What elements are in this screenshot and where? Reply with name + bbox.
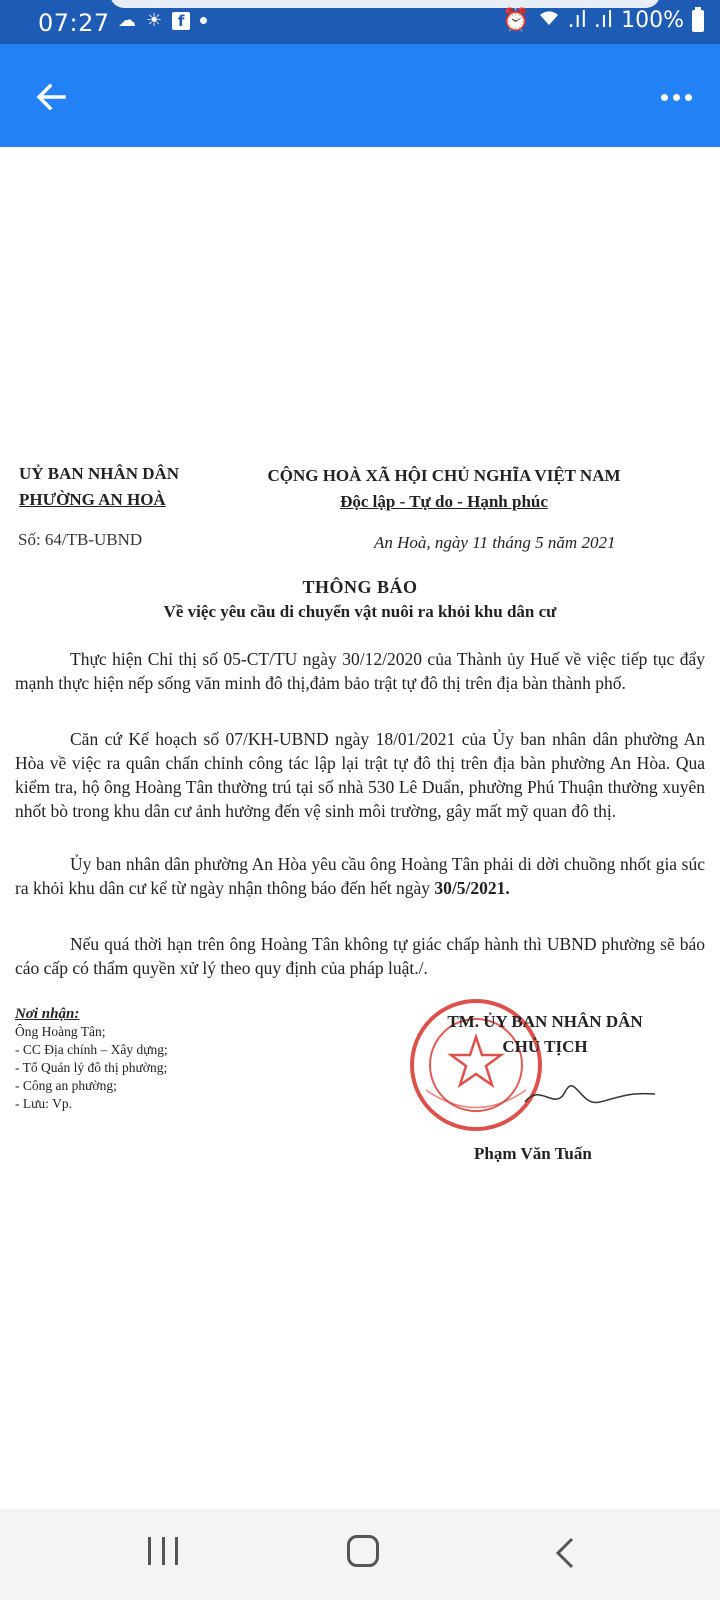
document-title: THÔNG BÁO <box>302 577 418 597</box>
status-right-icons <box>502 8 704 33</box>
paragraph-3 <box>15 852 705 900</box>
issuer-line1: UỶ BAN NHÂN DÂN <box>19 464 180 483</box>
sun-icon: ☀ <box>146 10 163 31</box>
dot-icon <box>200 17 207 24</box>
wifi-icon <box>538 8 560 33</box>
more-options-button[interactable] <box>654 78 698 116</box>
national-line2: Độc lập - Tự do - Hạnh phúc <box>340 492 548 511</box>
battery-text: 100% <box>621 8 684 33</box>
recipient-item: - Lưu: Vp. <box>15 1096 72 1111</box>
cloud-icon: ☁ <box>118 10 136 31</box>
paragraph-1: Thực hiện Chỉ thị số 05-CT/TU ngày 30/12/2020 của Thành ủy Huế về việc tiếp tục đẩy mạnh thực hiện nếp sống văn minh đô thị,đảm bảo trật tự đô thị trên địa bàn thành phố. <box>15 649 705 693</box>
deadline-date: 30/5/2021. <box>434 878 510 898</box>
recipient-item: - Tổ Quản lý đô thị phường; <box>15 1060 168 1075</box>
document-image <box>0 147 720 1507</box>
arrow-left-icon <box>28 74 74 120</box>
recents-button[interactable] <box>148 1537 178 1567</box>
signature-line1: TM. ỦY BAN NHÂN DÂN <box>447 1012 643 1031</box>
national-header <box>232 463 656 515</box>
status-bar <box>0 0 720 44</box>
signature-line2: CHỦ TỊCH <box>502 1037 588 1056</box>
facebook-icon: f <box>172 12 190 30</box>
recipient-item: Ông Hoàng Tân; <box>15 1024 106 1039</box>
nav-back-button[interactable] <box>550 1533 580 1573</box>
notification-handle[interactable] <box>110 0 660 8</box>
more-horizontal-icon <box>661 94 668 101</box>
document-number: Số: 64/TB-UBND <box>18 530 143 549</box>
recents-icon <box>148 1537 151 1565</box>
paragraph-4: Nếu quá thời hạn trên ông Hoàng Tân không tự giác chấp hành thì UBND phường sẽ báo cáo cấp có thẩm quyền xử lý theo quy định của pháp luật./. <box>15 934 705 978</box>
signature-title <box>425 1009 665 1059</box>
status-time: 07:27 <box>38 9 110 37</box>
back-button[interactable] <box>28 74 74 120</box>
recipients-block <box>15 1005 168 1113</box>
signer-name: Phạm Văn Tuấn <box>474 1144 592 1163</box>
paragraph-3-text: Ủy ban nhân dân phường An Hòa yêu cầu ông Hoàng Tân phải di dời chuồng nhốt gia súc ra khỏi khu dân cư kể từ ngày nhận thông báo đến hết ngày <box>15 854 705 898</box>
handwritten-signature-icon <box>520 1072 660 1122</box>
issuer-line2: PHƯỜNG AN HOÀ <box>19 490 166 509</box>
paragraph-2: Căn cứ Kế hoạch số 07/KH-UBND ngày 18/01/2021 của Ủy ban nhân dân phường An Hòa về việc ra quân chấn chỉnh công tác lập lại trật tự đô thị trên địa bàn phường An Hòa. Qua kiểm tra, hộ ông Hoàng Tân thường trú tại số nhà 530 Lê Duẩn, phường Phú Thuận thường xuyên nhốt bò trong khu dân cư ảnh hưởng đến vệ sinh môi trường, gây mất mỹ quan đô thị. <box>15 729 705 821</box>
back-chevron-icon <box>550 1533 580 1573</box>
app-bar <box>0 44 720 147</box>
national-line1: CỘNG HOÀ XÃ HỘI CHỦ NGHĨA VIỆT NAM <box>267 466 621 485</box>
document-subtitle: Về việc yêu cầu di chuyển vật nuôi ra khỏi khu dân cư <box>163 602 557 621</box>
system-nav-bar <box>0 1509 720 1600</box>
recipient-item: - CC Địa chính – Xây dựng; <box>15 1042 168 1057</box>
home-button[interactable] <box>347 1535 379 1567</box>
recipient-item: - Công an phường; <box>15 1078 117 1093</box>
battery-icon <box>692 10 704 32</box>
issuer-header <box>19 461 179 513</box>
status-left-icons <box>118 10 207 31</box>
document-date: An Hoà, ngày 11 tháng 5 năm 2021 <box>374 533 616 552</box>
signal-icon: .ıl .ıl <box>567 8 614 33</box>
recipients-title: Nơi nhận: <box>15 1006 80 1022</box>
alarm-icon: ⏰ <box>502 8 530 33</box>
